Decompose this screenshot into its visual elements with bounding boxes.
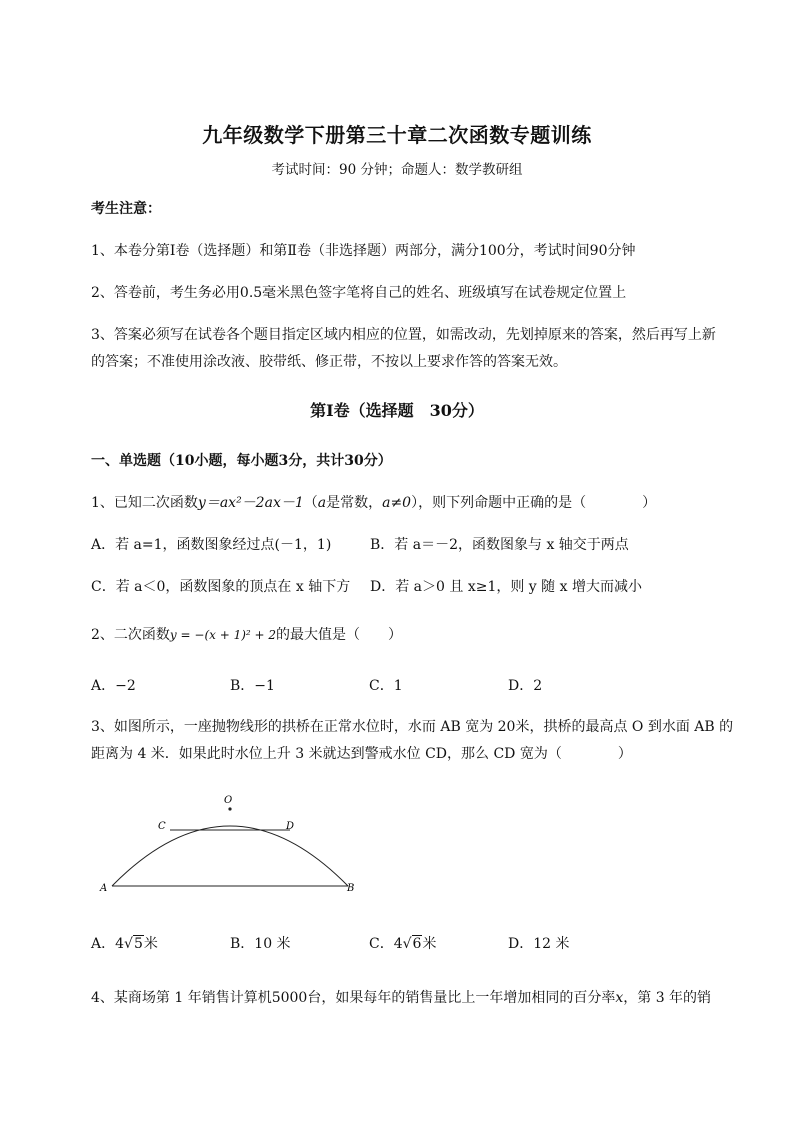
q2-option-a[interactable]: A．−2 xyxy=(91,678,136,694)
arch-bridge-figure xyxy=(90,785,370,900)
q4-stem: 4、某商场第 1 年销售计算机5000台，如果每年的销售量比上一年增加相同的百分率 xyxy=(91,990,616,1006)
page-title: 九年级数学下册第三十章二次函数专题训练 xyxy=(202,123,592,147)
sqrt-6: √6 xyxy=(402,936,422,952)
q3-option-b[interactable]: B．10 米 xyxy=(230,936,291,952)
q1-var-a: a xyxy=(317,495,327,511)
label-b: B xyxy=(347,883,355,894)
notice-heading: 考生注意： xyxy=(91,201,161,217)
question-2-stem xyxy=(91,625,402,645)
section-title: 第Ⅰ卷（选择题 30分） xyxy=(310,401,484,420)
q1-option-b[interactable]: B．若 a＝－2，函数图象与 x 轴交于两点 xyxy=(370,537,629,553)
q1-a-nonzero: a≠0 xyxy=(382,495,412,511)
parabola-arch xyxy=(112,826,348,886)
q3-a-prefix: A．4 xyxy=(91,936,125,952)
part-heading: 一、单选题（10小题，每小题3分，共计30分） xyxy=(91,453,392,469)
q2-option-b[interactable]: B．−1 xyxy=(230,678,275,694)
sqrt-5-radicand: 5 xyxy=(133,936,143,952)
q4-var-x: x xyxy=(615,990,624,1006)
question-1-stem xyxy=(91,493,656,513)
q1-option-c[interactable]: C．若 a＜0，函数图象的顶点在 x 轴下方 xyxy=(91,579,351,595)
notice-item-3-cont: 的答案；不准使用涂改液、胶带纸、修正带，不按以上要求作答的答案无效。 xyxy=(91,354,567,370)
q3-option-c[interactable] xyxy=(369,934,436,954)
label-c: C xyxy=(158,821,166,832)
sqrt-5: √5 xyxy=(124,936,143,952)
label-o: O xyxy=(224,795,233,806)
label-a: A xyxy=(100,883,108,894)
q3-a-unit: 米 xyxy=(143,936,158,952)
q2-option-c[interactable]: C．1 xyxy=(369,678,403,694)
q1-condition: 是常数， xyxy=(326,495,383,511)
q2-option-d[interactable]: D．2 xyxy=(508,678,543,694)
q3-c-unit: 米 xyxy=(422,936,437,952)
q4-tail: ，第 3 年的销 xyxy=(623,990,712,1006)
notice-item-1: 1、本卷分第Ⅰ卷（选择题）和第Ⅱ卷（非选择题）两部分，满分100分，考试时间90分钟 xyxy=(91,243,636,259)
exam-info: 考试时间：90 分钟；命题人：数学教研组 xyxy=(271,162,523,178)
q1-stem-post: ），则下列命题中正确的是（ ） xyxy=(411,495,657,511)
question-3-stem-line1: 3、如图所示，一座抛物线形的拱桥在正常水位时，水而 AB 宽为 20米，拱桥的最高点 O 到水面 AB 的 xyxy=(91,719,734,735)
q2-formula: y = −(x + 1)² + 2 xyxy=(169,628,277,642)
q3-c-prefix: C．4 xyxy=(369,936,403,952)
q1-stem-mid: （ xyxy=(303,495,318,511)
q1-stem-pre: 1、已知二次函数 xyxy=(91,495,198,511)
q2-stem-pre: 2、二次函数 xyxy=(91,627,170,643)
q3-option-d[interactable]: D．12 米 xyxy=(508,936,570,952)
sqrt-6-radicand: 6 xyxy=(412,936,422,952)
notice-item-2: 2、答卷前，考生务必用0.5毫米黑色签字笔将自己的姓名、班级填写在试卷规定位置上 xyxy=(91,285,627,301)
label-d: D xyxy=(286,821,295,832)
question-4-stem xyxy=(91,988,711,1008)
q1-formula: y＝ax²－2ax－1 xyxy=(197,495,304,511)
question-3-stem-line2: 距离为 4 米．如果此时水位上升 3 米就达到警戒水位 CD，那么 CD 宽为（ ） xyxy=(91,746,632,762)
q1-option-d[interactable]: D．若 a＞0 且 x≥1，则 y 随 x 增大而减小 xyxy=(370,579,642,595)
q1-option-a[interactable]: A．若 a=1，函数图象经过点(－1，1) xyxy=(91,537,332,553)
vertex-point xyxy=(228,807,231,810)
q2-stem-post: 的最大值是（ ） xyxy=(276,627,403,643)
notice-item-3: 3、答案必须写在试卷各个题目指定区域内相应的位置，如需改动，先划掉原来的答案，然后再写上新 xyxy=(91,327,716,343)
q3-option-a[interactable] xyxy=(91,934,158,954)
